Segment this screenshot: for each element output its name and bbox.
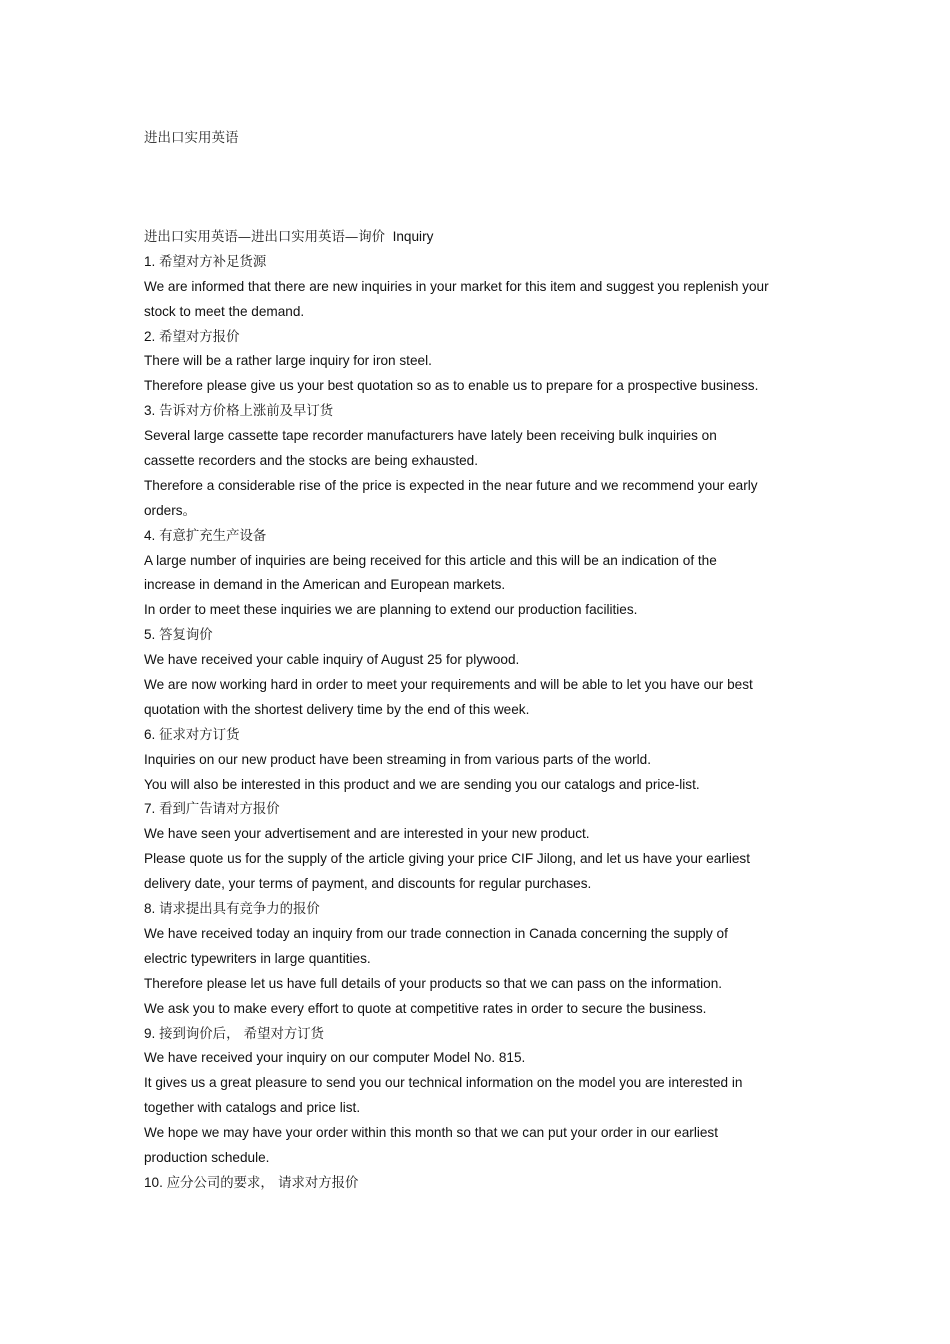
paragraph-line: We have received your inquiry on our computer Model No. 815. <box>144 1050 526 1066</box>
section-heading-4: 4. 有意扩充生产设备 <box>144 527 267 544</box>
section-heading-8: 8. 请求提出具有竞争力的报价 <box>144 901 320 918</box>
document-body <box>144 225 814 1196</box>
paragraph-line: Therefore please give us your best quotation so as to enable us to prepare for a prospective business. <box>144 378 759 394</box>
paragraph-line: It gives us a great pleasure to send you our technical information on the model you are interested in <box>144 1075 743 1091</box>
section-heading-1: 1. 希望对方补足货源 <box>144 253 267 270</box>
section-heading-6: 6. 征求对方订货 <box>144 726 240 743</box>
paragraph-line: We have seen your advertisement and are interested in your new product. <box>144 826 590 842</box>
paragraph-line: Therefore a considerable rise of the price is expected in the near future and we recommend your early <box>144 477 758 493</box>
paragraph-line: together with catalogs and price list. <box>144 1100 361 1116</box>
subtitle-cn: 进出口实用英语—进出口实用英语—询价 <box>144 230 386 245</box>
section-heading-2: 2. 希望对方报价 <box>144 328 240 345</box>
section-heading-3: 3. 告诉对方价格上涨前及早订货 <box>144 403 334 420</box>
paragraph-line: Please quote us for the supply of the article giving your price CIF Jilong, and let us have your earliest <box>144 851 751 867</box>
paragraph-line: orders。 <box>144 502 197 518</box>
subtitle-en: Inquiry <box>392 229 434 244</box>
section-heading-7: 7. 看到广告请对方报价 <box>144 801 280 818</box>
paragraph-line: There will be a rather large inquiry for iron steel. <box>144 353 432 369</box>
paragraph-line: We have received today an inquiry from our trade connection in Canada concerning the supply of <box>144 925 728 941</box>
paragraph-line: A large number of inquiries are being received for this article and this will be an indication of the <box>144 552 717 568</box>
paragraph-line: Inquiries on our new product have been streaming in from various parts of the world. <box>144 751 652 767</box>
document-title: 进出口实用英语 <box>144 130 239 146</box>
document-subtitle <box>144 225 814 250</box>
paragraph-line: increase in demand in the American and European markets. <box>144 577 506 593</box>
paragraph-line: We are informed that there are new inquiries in your market for this item and suggest you replenish your <box>144 278 769 294</box>
paragraph-line: In order to meet these inquiries we are planning to extend our production facilities. <box>144 602 638 618</box>
paragraph-line: We have received your cable inquiry of August 25 for plywood. <box>144 652 520 668</box>
paragraph-line: Several large cassette tape recorder manufacturers have lately been receiving bulk inquiries on <box>144 428 717 444</box>
paragraph-line: You will also be interested in this product and we are sending you our catalogs and price-list. <box>144 776 700 792</box>
section-heading-9: 9. 接到询价后， 希望对方订货 <box>144 1025 325 1042</box>
paragraph-line: production schedule. <box>144 1149 270 1165</box>
paragraph-line: quotation with the shortest delivery time by the end of this week. <box>144 701 530 717</box>
paragraph-line: stock to meet the demand. <box>144 303 305 319</box>
paragraph-line: electric typewriters in large quantities. <box>144 950 371 966</box>
paragraph-line: cassette recorders and the stocks are being exhausted. <box>144 453 478 469</box>
section-heading-10: 10. 应分公司的要求， 请求对方报价 <box>144 1174 359 1191</box>
paragraph-line: We hope we may have your order within this month so that we can put your order in our earliest <box>144 1125 718 1141</box>
paragraph-line: We ask you to make every effort to quote at competitive rates in order to secure the business. <box>144 1000 707 1016</box>
paragraph-line: delivery date, your terms of payment, and discounts for regular purchases. <box>144 876 592 892</box>
paragraph-line: Therefore please let us have full details of your products so that we can pass on the information. <box>144 975 723 991</box>
paragraph-line: We are now working hard in order to meet your requirements and will be able to let you have our best <box>144 677 753 693</box>
section-heading-5: 5. 答复询价 <box>144 627 213 644</box>
